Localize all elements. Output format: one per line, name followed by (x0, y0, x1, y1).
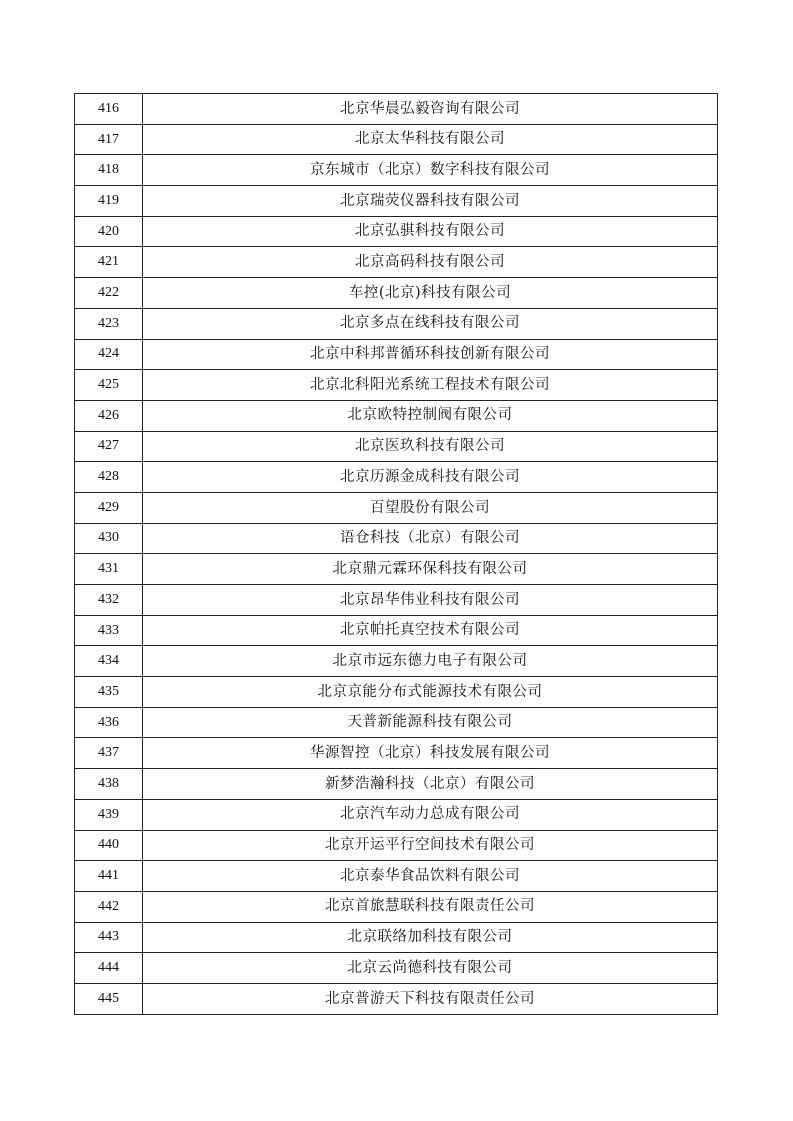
table-row (75, 462, 718, 493)
row-number-cell: 436 (75, 707, 143, 738)
table-row (75, 155, 718, 186)
company-name-cell: 北京华晨弘毅咨询有限公司 (143, 94, 718, 125)
table-row (75, 400, 718, 431)
row-number-cell: 418 (75, 155, 143, 186)
table-row (75, 983, 718, 1014)
company-name-cell: 语仓科技（北京）有限公司 (143, 523, 718, 554)
company-name-cell: 北京京能分布式能源技术有限公司 (143, 677, 718, 708)
company-list-table (74, 93, 718, 1015)
company-name-cell: 北京鼎元霖环保科技有限公司 (143, 554, 718, 585)
row-number-cell: 416 (75, 94, 143, 125)
row-number-cell: 422 (75, 278, 143, 309)
table-row (75, 554, 718, 585)
company-name-cell: 北京北科阳光系统工程技术有限公司 (143, 370, 718, 401)
row-number-cell: 444 (75, 953, 143, 984)
table-row (75, 216, 718, 247)
table-row (75, 308, 718, 339)
table-row (75, 646, 718, 677)
row-number-cell: 429 (75, 492, 143, 523)
company-name-cell: 新梦浩瀚科技（北京）有限公司 (143, 769, 718, 800)
company-name-cell: 百望股份有限公司 (143, 492, 718, 523)
row-number-cell: 424 (75, 339, 143, 370)
company-name-cell: 北京瑞荧仪器科技有限公司 (143, 186, 718, 217)
company-name-cell: 北京高码科技有限公司 (143, 247, 718, 278)
table-row (75, 707, 718, 738)
row-number-cell: 442 (75, 891, 143, 922)
row-number-cell: 434 (75, 646, 143, 677)
row-number-cell: 435 (75, 677, 143, 708)
company-name-cell: 北京中科邦普循环科技创新有限公司 (143, 339, 718, 370)
table-row (75, 124, 718, 155)
company-name-cell: 北京多点在线科技有限公司 (143, 308, 718, 339)
table-row (75, 370, 718, 401)
company-name-cell: 北京普游天下科技有限责任公司 (143, 983, 718, 1014)
company-name-cell: 北京云尚德科技有限公司 (143, 953, 718, 984)
row-number-cell: 439 (75, 799, 143, 830)
table-row (75, 585, 718, 616)
row-number-cell: 427 (75, 431, 143, 462)
company-name-cell: 北京首旅慧联科技有限责任公司 (143, 891, 718, 922)
row-number-cell: 438 (75, 769, 143, 800)
row-number-cell: 445 (75, 983, 143, 1014)
table-row (75, 247, 718, 278)
table-row (75, 861, 718, 892)
row-number-cell: 426 (75, 400, 143, 431)
row-number-cell: 423 (75, 308, 143, 339)
company-name-cell: 天普新能源科技有限公司 (143, 707, 718, 738)
company-name-cell: 北京联络加科技有限公司 (143, 922, 718, 953)
row-number-cell: 432 (75, 585, 143, 616)
row-number-cell: 443 (75, 922, 143, 953)
company-name-cell: 北京弘骐科技有限公司 (143, 216, 718, 247)
company-name-cell: 北京欧特控制阀有限公司 (143, 400, 718, 431)
row-number-cell: 431 (75, 554, 143, 585)
table-row (75, 953, 718, 984)
table-row (75, 278, 718, 309)
table-row (75, 339, 718, 370)
table-body (75, 94, 718, 1015)
company-name-cell: 北京汽车动力总成有限公司 (143, 799, 718, 830)
row-number-cell: 425 (75, 370, 143, 401)
table-row (75, 615, 718, 646)
table-row (75, 431, 718, 462)
row-number-cell: 441 (75, 861, 143, 892)
table-row (75, 769, 718, 800)
row-number-cell: 433 (75, 615, 143, 646)
company-name-cell: 京东城市（北京）数字科技有限公司 (143, 155, 718, 186)
table-row (75, 186, 718, 217)
company-name-cell: 华源智控（北京）科技发展有限公司 (143, 738, 718, 769)
company-name-cell: 北京医玖科技有限公司 (143, 431, 718, 462)
row-number-cell: 430 (75, 523, 143, 554)
company-name-cell: 北京太华科技有限公司 (143, 124, 718, 155)
table-row (75, 94, 718, 125)
company-name-cell: 北京泰华食品饮料有限公司 (143, 861, 718, 892)
row-number-cell: 419 (75, 186, 143, 217)
company-name-cell: 北京帕托真空技术有限公司 (143, 615, 718, 646)
table-row (75, 830, 718, 861)
company-name-cell: 北京历源金成科技有限公司 (143, 462, 718, 493)
table-row (75, 891, 718, 922)
company-name-cell: 北京开运平行空间技术有限公司 (143, 830, 718, 861)
table-row (75, 677, 718, 708)
table-row (75, 523, 718, 554)
company-name-cell: 北京昂华伟业科技有限公司 (143, 585, 718, 616)
row-number-cell: 428 (75, 462, 143, 493)
table-row (75, 922, 718, 953)
row-number-cell: 420 (75, 216, 143, 247)
row-number-cell: 417 (75, 124, 143, 155)
row-number-cell: 437 (75, 738, 143, 769)
table-row (75, 738, 718, 769)
company-name-cell: 北京市远东德力电子有限公司 (143, 646, 718, 677)
company-name-cell: 车控(北京)科技有限公司 (143, 278, 718, 309)
table-row (75, 799, 718, 830)
row-number-cell: 421 (75, 247, 143, 278)
row-number-cell: 440 (75, 830, 143, 861)
table-row (75, 492, 718, 523)
